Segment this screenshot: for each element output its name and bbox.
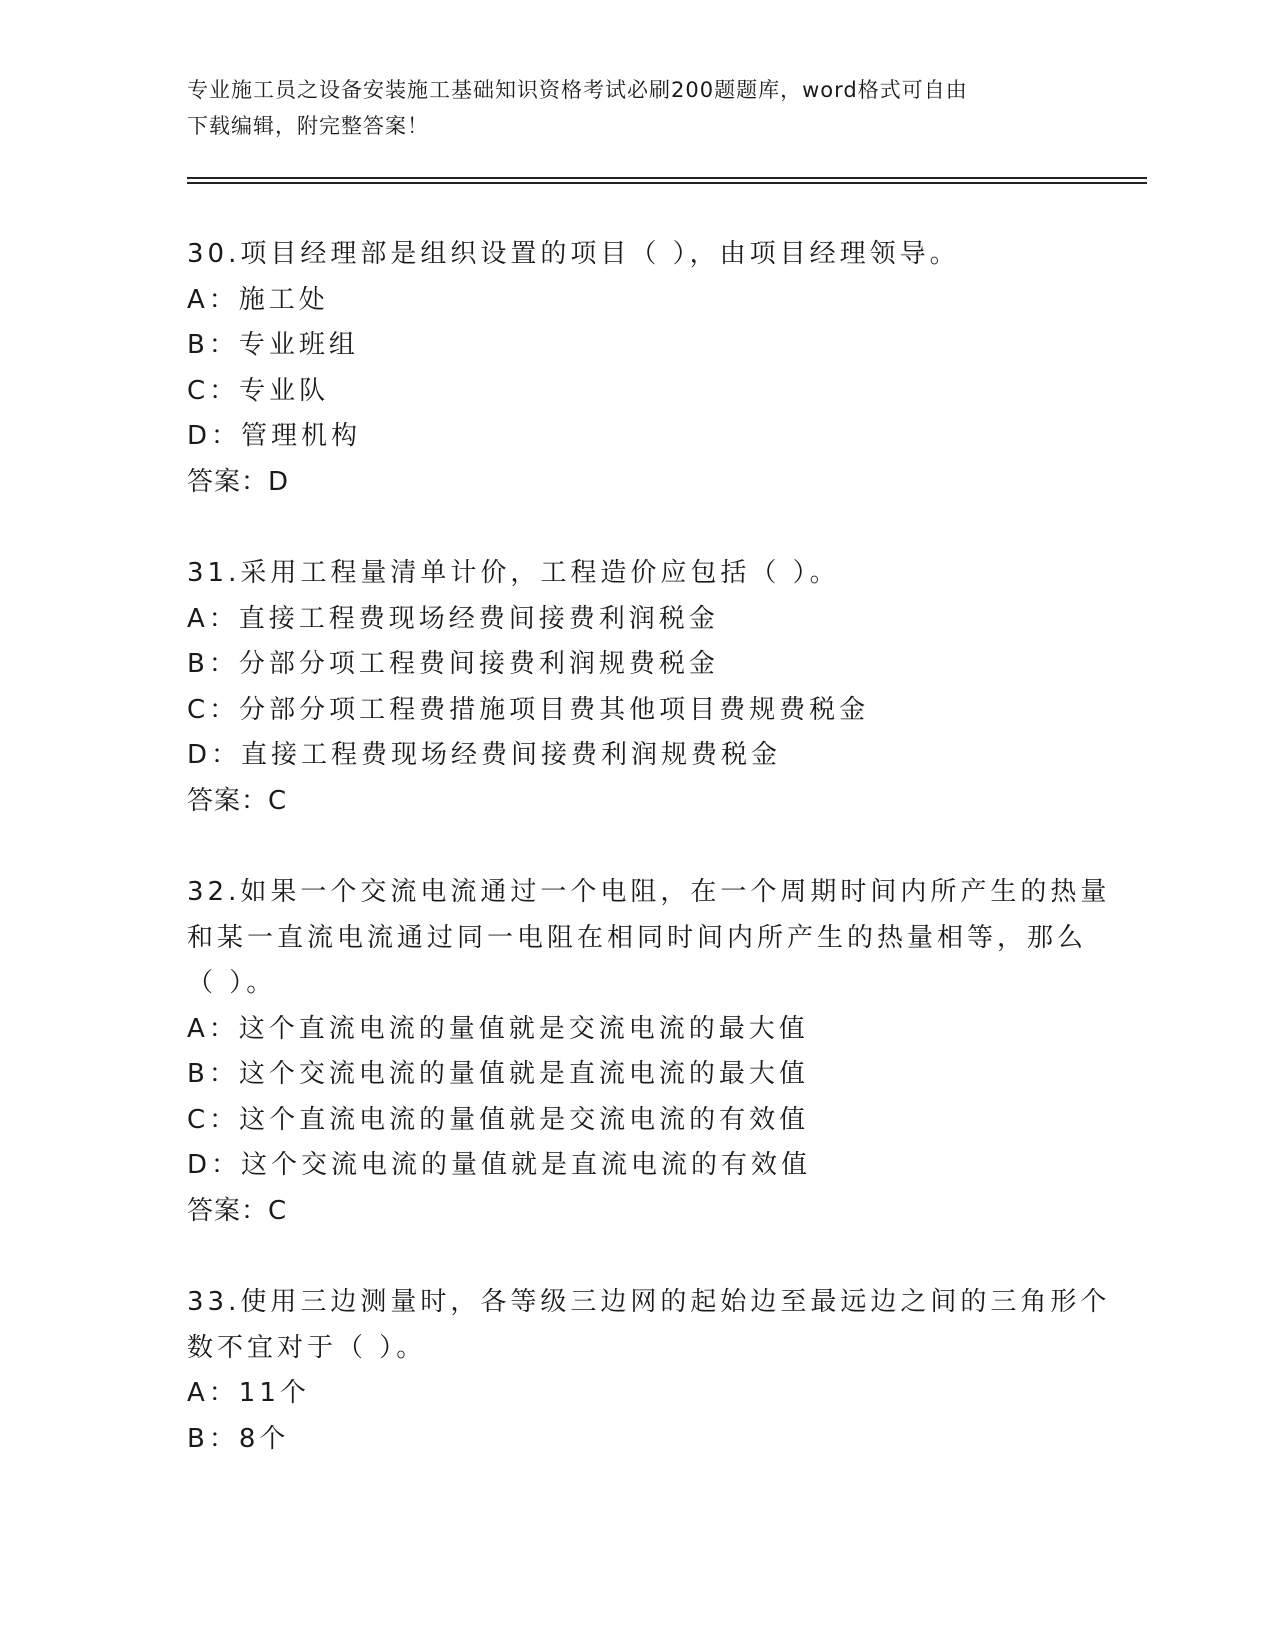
option-c: C：分部分项工程费措施项目费其他项目费规费税金 <box>187 694 870 725</box>
question-stem-line-1: 32.如果一个交流电流通过一个电阻，在一个周期时间内所产生的热量 <box>187 877 1111 907</box>
option-b: B：8个 <box>187 1423 290 1454</box>
header-text-line-1: 专业施工员之设备安装施工基础知识资格考试必刷200题题库，word格式可自由 <box>187 78 968 102</box>
document-header <box>187 72 1087 144</box>
question-stem: 31.采用工程量清单计价，工程造价应包括（ ）。 <box>187 558 840 588</box>
answer-label: 答案：C <box>187 1195 288 1226</box>
option-c: C：这个直流电流的量值就是交流电流的有效值 <box>187 1104 810 1135</box>
answer-label: 答案：C <box>187 785 288 816</box>
option-a: A：直接工程费现场经费间接费利润税金 <box>187 603 719 634</box>
option-a: A：这个直流电流的量值就是交流电流的最大值 <box>187 1013 809 1044</box>
question-stem: 30.项目经理部是组织设置的项目（ ），由项目经理领导。 <box>187 239 960 269</box>
option-a: A：11个 <box>187 1378 310 1408</box>
question-list <box>187 232 1111 1508</box>
header-divider-bottom <box>187 182 1147 184</box>
question-31 <box>187 551 1087 824</box>
question-stem-line-1: 33.使用三边测量时，各等级三边网的起始边至最远边之间的三角形个 <box>187 1287 1111 1317</box>
question-32 <box>187 870 1111 1234</box>
header-text-line-2: 下载编辑，附完整答案！ <box>187 114 429 138</box>
option-c: C：专业队 <box>187 375 330 406</box>
header-divider-top <box>187 177 1147 179</box>
question-stem-line-3: （ ）。 <box>187 968 277 998</box>
option-a: A：施工处 <box>187 284 329 315</box>
option-b: B：专业班组 <box>187 330 359 360</box>
option-b: B：这个交流电流的量值就是直流电流的最大值 <box>187 1059 809 1089</box>
question-33 <box>187 1280 1111 1462</box>
option-b: B：分部分项工程费间接费利润规费税金 <box>187 649 719 679</box>
question-stem-line-2: 和某一直流电流通过同一电阻在相同时间内所产生的热量相等，那么 <box>187 922 1088 953</box>
option-d: D：这个交流电流的量值就是直流电流的有效值 <box>187 1150 812 1180</box>
question-30 <box>187 232 1087 505</box>
question-stem-line-2: 数不宜对于（ ）。 <box>187 1332 427 1363</box>
option-d: D：直接工程费现场经费间接费利润规费税金 <box>187 740 782 770</box>
option-d: D：管理机构 <box>187 421 362 451</box>
answer-label: 答案：D <box>187 466 290 497</box>
